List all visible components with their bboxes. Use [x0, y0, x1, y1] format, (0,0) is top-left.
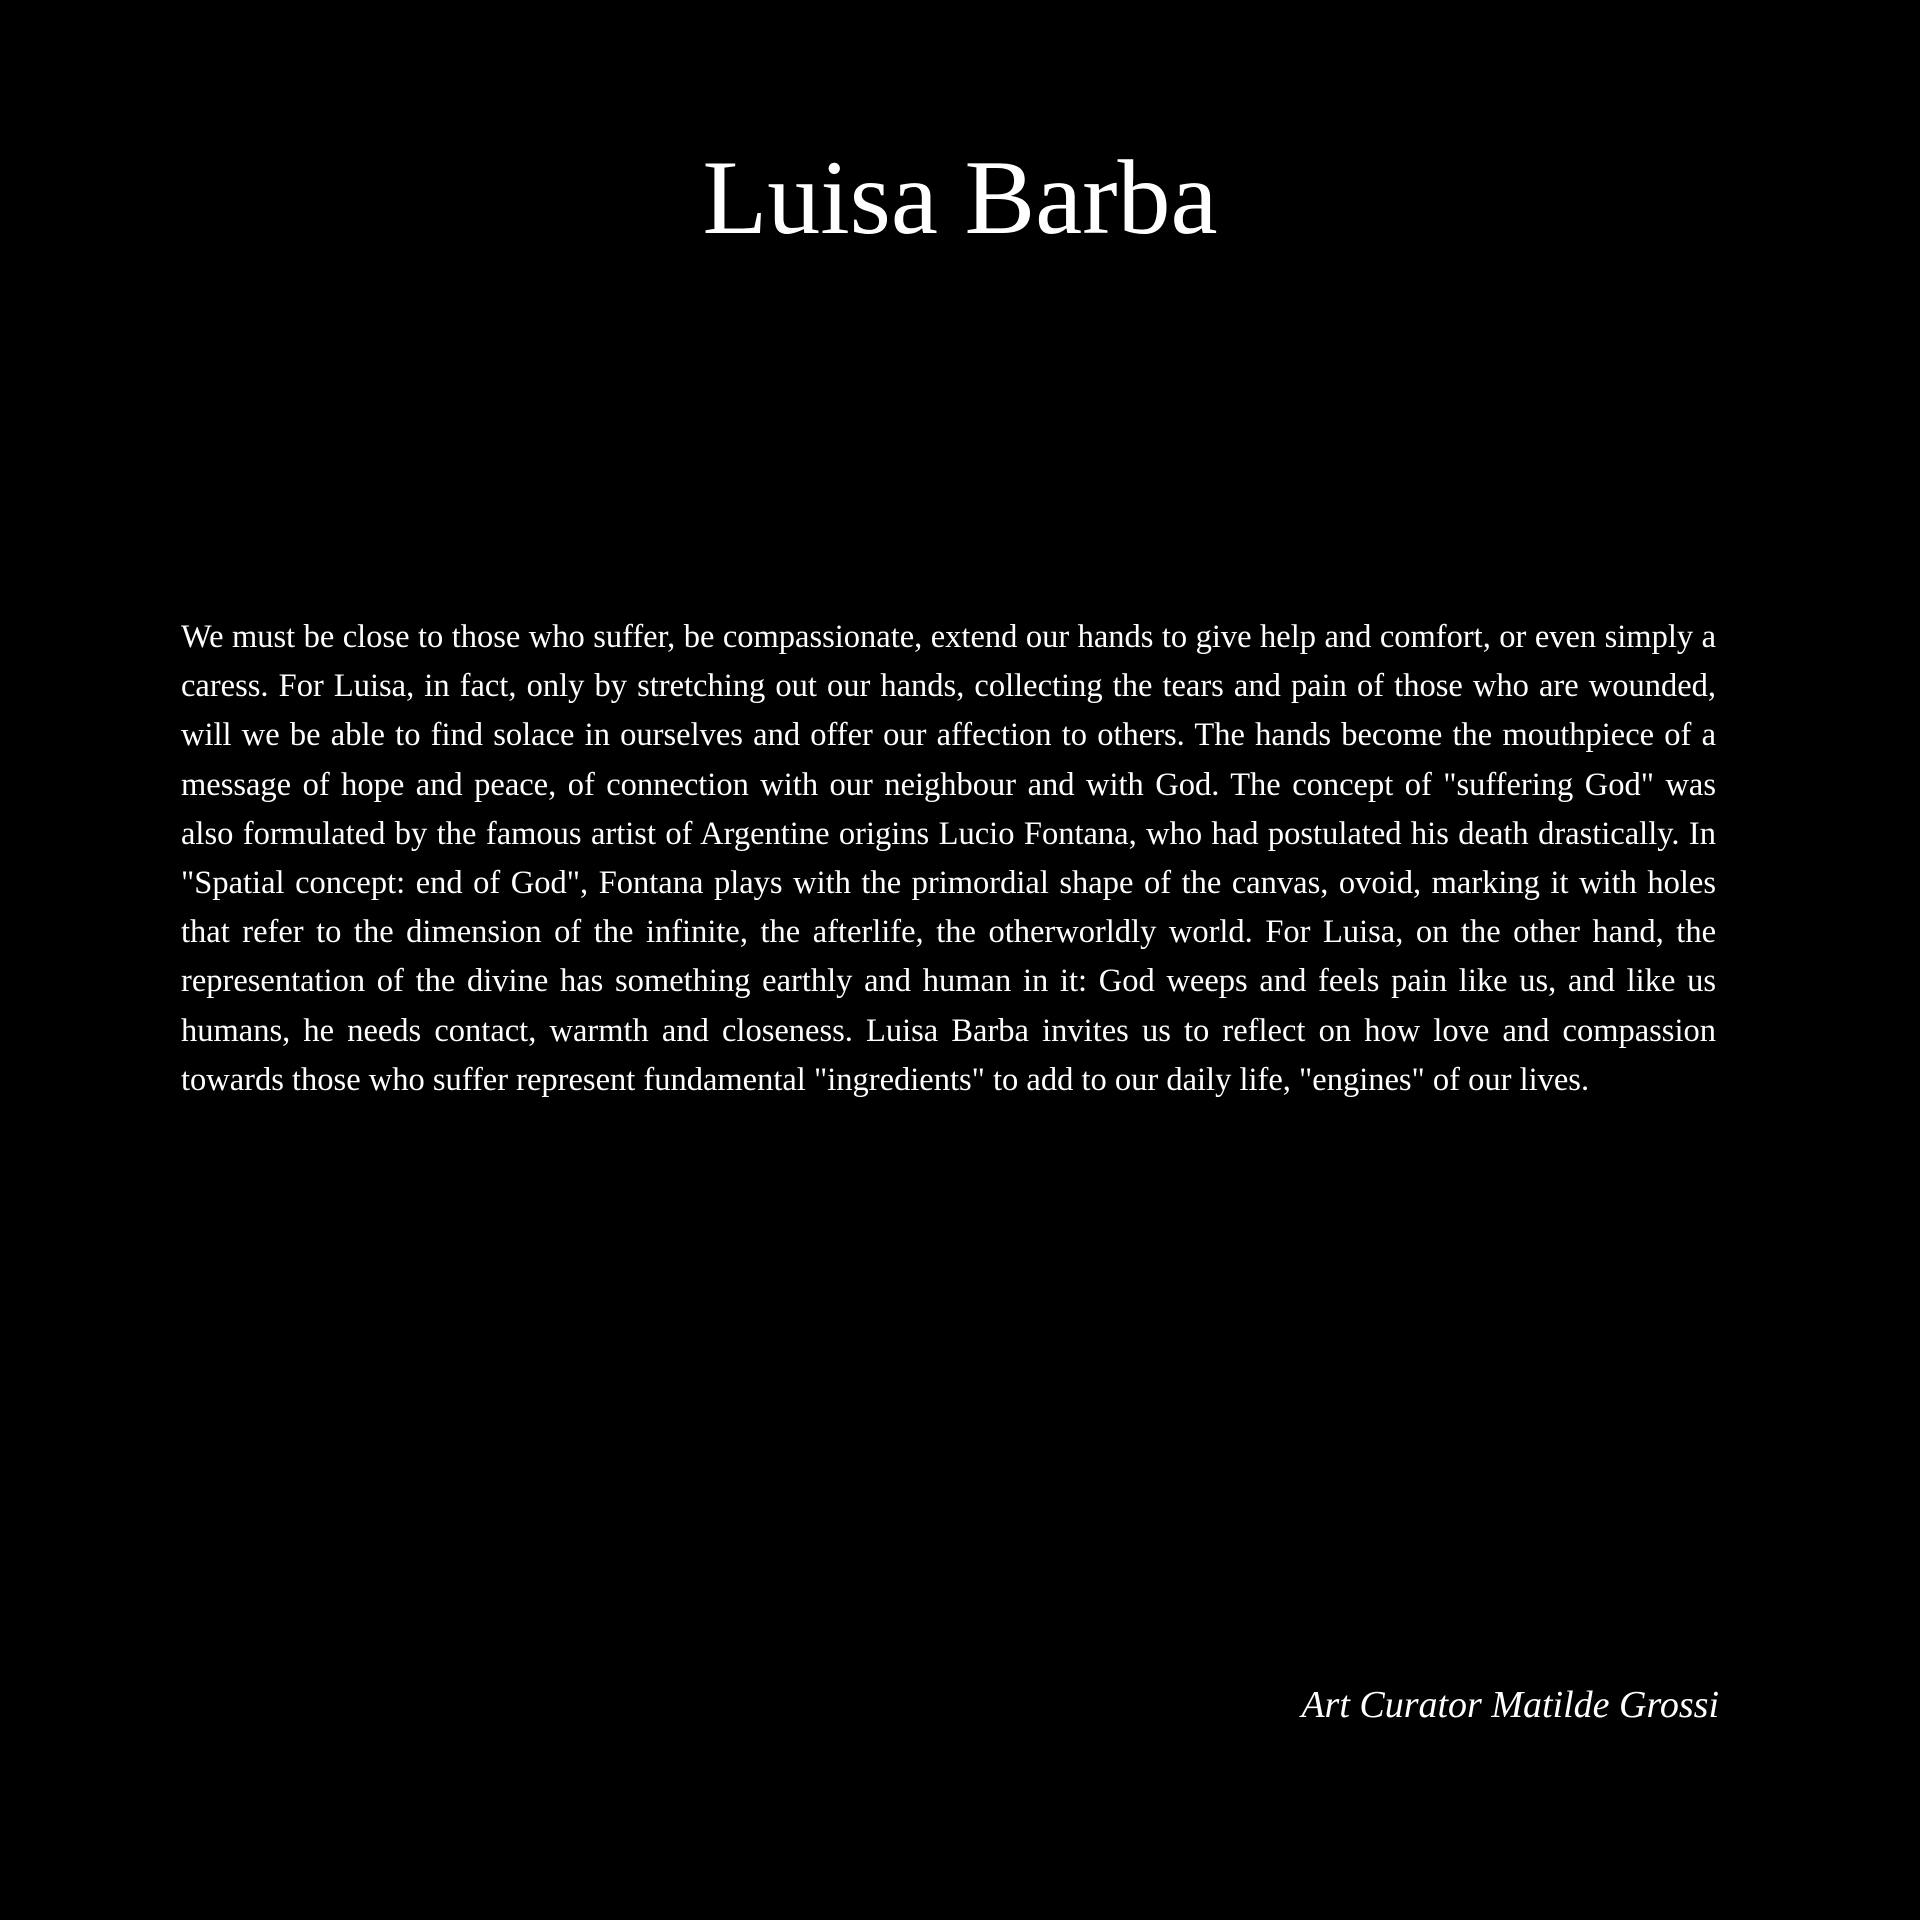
- curator-signature: Art Curator Matilde Grossi: [1301, 1684, 1719, 1726]
- page-title: Luisa Barba: [702, 139, 1218, 256]
- body-paragraph: We must be close to those who suffer, be compassionate, extend our hands to give help and comfort, or even simply a caress. For Luisa, in fact, only by stretching out our hands, collecting the tears and pain of those who are wounded, will we be able to find solace in ourselves and offer our affection to others. The hands become the mouthpiece of a message of hope and peace, of connection with our neighbour and with God. The concept of "suffering God" was also formulated by the famous artist of Argentine origins Lucio Fontana, who had postulated his death drastically. In "Spatial concept: end of God", Fontana plays with the primordial shape of the canvas, ovoid, marking it with holes that refer to the dimension of the infinite, the afterlife, the otherworldly world. For Luisa, on the other hand, the representation of the divine has something earthly and human in it: God weeps and feels pain like us, and like us humans, he needs contact, warmth and closeness. Luisa Barba invites us to reflect on how love and compassion towards those who suffer represent fundamental "ingredients" to add to our daily life, "engines" of our lives.: [181, 619, 1716, 1098]
